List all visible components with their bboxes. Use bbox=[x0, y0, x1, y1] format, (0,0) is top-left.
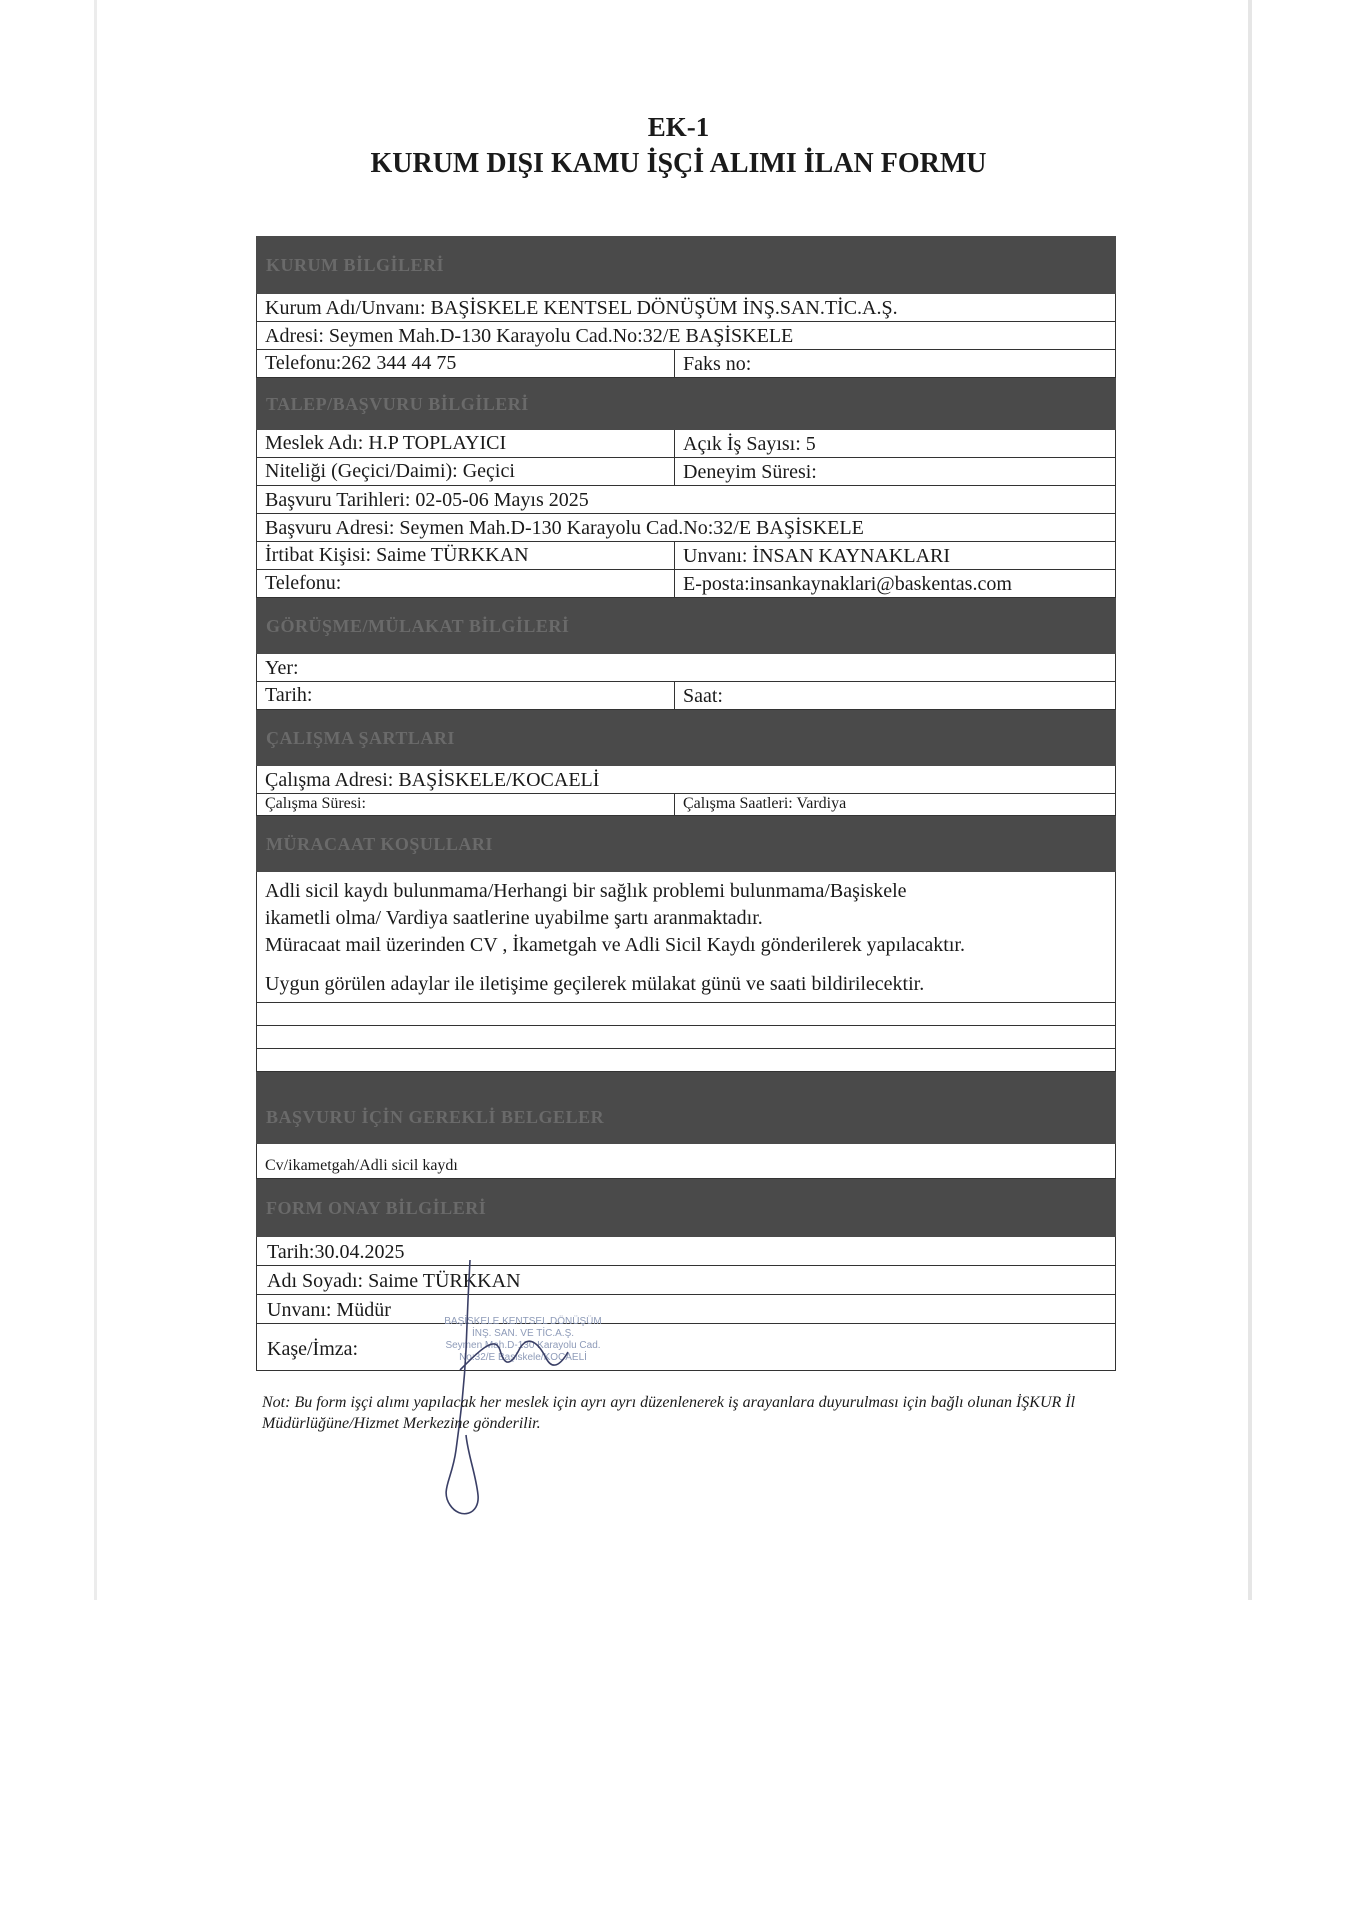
section-header-belgeler: BAŞVURU İÇİN GEREKLİ BELGELER bbox=[256, 1072, 1116, 1144]
section-header-talep: TALEP/BAŞVURU BİLGİLERİ bbox=[256, 378, 1116, 430]
section-header-gorusme: GÖRÜŞME/MÜLAKAT BİLGİLERİ bbox=[256, 598, 1116, 654]
footnote: Not: Bu form işçi alımı yapılacak her meslek için ayrı ayrı düzenlenerek iş arayanlara duyurulması için bağlı olunan İŞKUR İl Müdürlüğüne/Hizmet Merkezine gönderilir. bbox=[262, 1394, 1076, 1432]
irtibat-kisisi: İrtibat Kişisi: Saime TÜRKKAN bbox=[257, 542, 675, 569]
talep-telefon: Telefonu: bbox=[257, 570, 675, 597]
row-nitelik bbox=[256, 458, 1116, 486]
blank-row bbox=[256, 1003, 1116, 1026]
meslek-adi: Meslek Adı: H.P TOPLAYICI bbox=[257, 430, 675, 457]
row-kurum-adres bbox=[256, 322, 1116, 350]
row-telefon-eposta bbox=[256, 570, 1116, 598]
section-header-muracaat: MÜRACAAT KOŞULLARI bbox=[256, 816, 1116, 872]
muracaat-line-2: ikametli olma/ Vardiya saatlerine uyabilme şartı aranmaktadır. bbox=[265, 907, 763, 929]
deneyim-suresi: Deneyim Süresi: bbox=[683, 461, 817, 483]
section-header-onay: FORM ONAY BİLGİLERİ bbox=[256, 1179, 1116, 1237]
row-calisma-suresi bbox=[256, 794, 1116, 816]
onay-tarih: Tarih:30.04.2025 bbox=[256, 1237, 1116, 1266]
form-table bbox=[256, 236, 1116, 1371]
row-calisma-adresi bbox=[256, 766, 1116, 794]
muracaat-kosullari bbox=[256, 872, 1116, 1003]
row-irtibat bbox=[256, 542, 1116, 570]
acik-is-sayisi: Açık İş Sayısı: 5 bbox=[683, 433, 816, 455]
form-code: EK-1 bbox=[647, 112, 710, 142]
section-header-calisma: ÇALIŞMA ŞARTLARI bbox=[256, 710, 1116, 766]
onay-unvani: Unvanı: Müdür bbox=[256, 1295, 1116, 1324]
row-meslek bbox=[256, 430, 1116, 458]
talep-eposta: E-posta:insankaynaklari@baskentas.com bbox=[683, 573, 1012, 595]
gorusme-yer: Yer: bbox=[265, 657, 299, 679]
calisma-saatleri: Çalışma Saatleri: Vardiya bbox=[683, 795, 847, 812]
kurum-telefon: Telefonu:262 344 44 75 bbox=[257, 350, 675, 377]
onay-adi-soyadi: Adı Soyadı: Saime TÜRKKAN bbox=[256, 1266, 1116, 1295]
calisma-suresi: Çalışma Süresi: bbox=[257, 794, 675, 815]
scan-edge-left bbox=[94, 0, 97, 1600]
signature-mark bbox=[420, 1240, 640, 1540]
row-yer bbox=[256, 654, 1116, 682]
scan-edge-right bbox=[1248, 0, 1252, 1600]
irtibat-unvani: Unvanı: İNSAN KAYNAKLARI bbox=[683, 545, 951, 567]
row-kurum-telefon bbox=[256, 350, 1116, 378]
kurum-adres: Adresi: Seymen Mah.D-130 Karayolu Cad.No:32/E BAŞİSKELE bbox=[265, 325, 794, 347]
onay-kase-imza: Kaşe/İmza: bbox=[256, 1324, 1116, 1371]
blank-row bbox=[256, 1026, 1116, 1049]
stamp-line-4: No:32/E Başiskele/KOCAELİ bbox=[459, 1352, 587, 1363]
basvuru-tarihleri: Başvuru Tarihleri: 02-05-06 Mayıs 2025 bbox=[265, 489, 589, 511]
nitelik: Niteliği (Geçici/Daimi): Geçici bbox=[257, 458, 675, 485]
calisma-adresi: Çalışma Adresi: BAŞİSKELE/KOCAELİ bbox=[265, 769, 600, 791]
kurum-faks: Faks no: bbox=[683, 353, 752, 375]
section-header-kurum: KURUM BİLGİLERİ bbox=[256, 236, 1116, 294]
basvuru-adresi: Başvuru Adresi: Seymen Mah.D-130 Karayolu Cad.No:32/E BAŞİSKELE bbox=[265, 517, 864, 539]
muracaat-line-4: Uygun görülen adaylar ile iletişime geçilerek mülakat günü ve saati bildirilecektir. bbox=[265, 973, 925, 995]
stamp-line-1: BAŞİSKELE KENTSEL DÖNÜŞÜM bbox=[444, 1316, 602, 1327]
row-basvuru-adresi bbox=[256, 514, 1116, 542]
gerekli-belgeler: Cv/ikametgah/Adli sicil kaydı bbox=[256, 1144, 1116, 1179]
blank-row bbox=[256, 1049, 1116, 1072]
kurum-adi: Kurum Adı/Unvanı: BAŞİSKELE KENTSEL DÖNÜŞÜM İNŞ.SAN.TİC.A.Ş. bbox=[265, 297, 898, 319]
gorusme-saat: Saat: bbox=[683, 685, 723, 707]
muracaat-line-3: Müracaat mail üzerinden CV , İkametgah ve Adli Sicil Kaydı gönderilerek yapılacaktır. bbox=[265, 934, 965, 956]
row-kurum-adi bbox=[256, 294, 1116, 322]
form-title: KURUM DIŞI KAMU İŞÇİ ALIMI İLAN FORMU bbox=[370, 148, 987, 179]
row-basvuru-tarihleri bbox=[256, 486, 1116, 514]
muracaat-line-1: Adli sicil kaydı bulunmama/Herhangi bir sağlık problemi bulunmama/Başiskele bbox=[265, 880, 907, 902]
gorusme-tarih: Tarih: bbox=[257, 682, 675, 709]
row-tarih-saat bbox=[256, 682, 1116, 710]
stamp-line-3: Seymen Mah.D-130 Karayolu Cad. bbox=[445, 1340, 601, 1351]
stamp-line-2: İNŞ. SAN. VE TİC.A.Ş. bbox=[471, 1328, 575, 1339]
